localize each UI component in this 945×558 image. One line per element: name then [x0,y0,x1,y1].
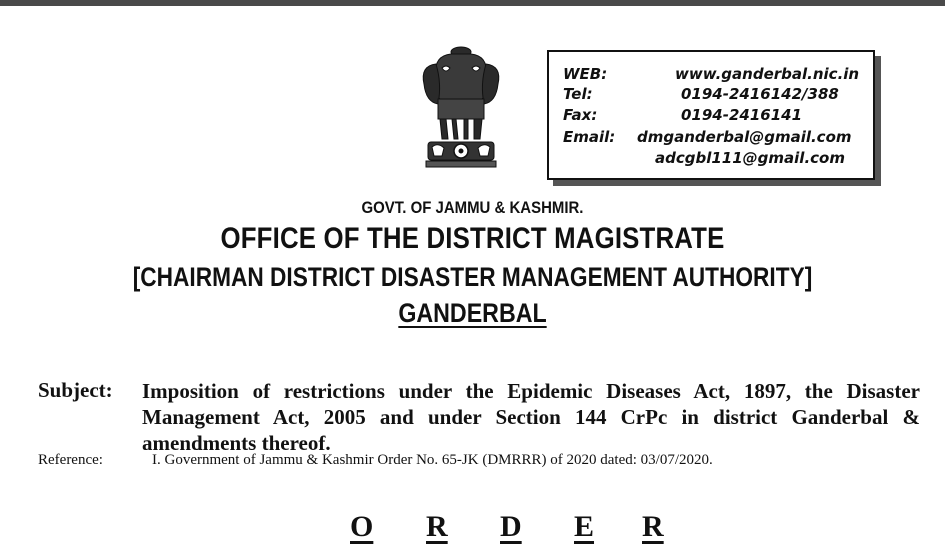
order-letter: O [350,510,374,543]
subject-label: Subject: [38,378,113,402]
email-label: Email: [563,128,616,146]
order-letter: R [426,510,448,543]
tel-value: 0194-2416142/388 [681,85,839,103]
government-heading: GOVT. OF JAMMU & KASHMIR. [361,198,584,217]
district-name: GANDERBAL [398,298,547,328]
email-value-secondary: adcgbl111@gmail.com [655,149,845,167]
state-emblem-icon [416,44,506,170]
subject-text: Imposition of restrictions under the Epidemic Diseases Act, 1897, the Disaster Management Act, 2005 and under Section 144 CrPc in district Ganderbal & amendments thereof. [142,379,920,455]
order-letter: D [500,510,522,543]
district-heading [66,298,879,329]
contact-info-box [547,50,875,180]
order-letter: R [642,510,664,543]
order-letter: E [574,510,595,543]
tel-label: Tel: [563,85,593,103]
office-title: OFFICE OF THE DISTRICT MAGISTRATE [220,222,725,255]
web-value: www.ganderbal.nic.in [675,65,860,83]
reference-text: I. Government of Jammu & Kashmir Order No. 65-JK (DMRRR) of 2020 dated: 03/07/2020. [152,452,713,468]
top-edge-bar [0,0,945,6]
email-value-primary: dmganderbal@gmail.com [637,128,852,146]
web-label: WEB: [563,65,608,83]
reference-label: Reference: [38,452,103,468]
chairman-title: [CHAIRMAN DISTRICT DISASTER MANAGEMENT AUTHORITY] [132,262,813,292]
fax-label: Fax: [563,106,598,124]
fax-value: 0194-2416141 [681,106,803,124]
